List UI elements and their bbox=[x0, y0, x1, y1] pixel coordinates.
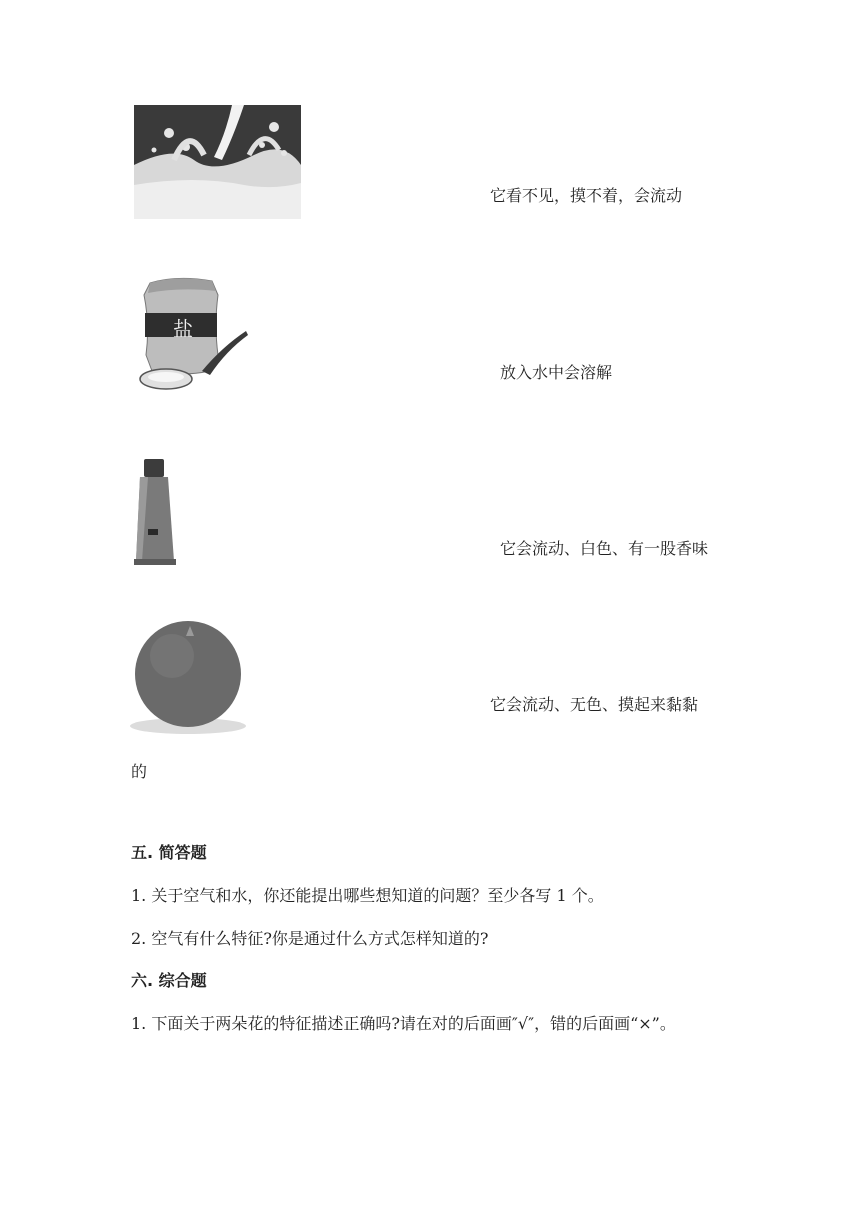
salt-bag-picture bbox=[132, 275, 250, 397]
description-2: 放入水中会溶解 bbox=[500, 363, 613, 382]
toothpaste-tube-picture bbox=[130, 457, 178, 567]
section-5-question-1: 1. 关于空气和水，你还能提出哪些想知道的问题？至少各写 1 个。 bbox=[131, 886, 604, 905]
section-5-question-2: 2. 空气有什么特征?你是通过什么方式怎样知道的? bbox=[131, 929, 489, 948]
description-3: 它会流动、白色、有一股香味 bbox=[500, 539, 709, 558]
section-5-title: 五. 简答题 bbox=[131, 843, 207, 862]
section-6-title: 六. 综合题 bbox=[131, 971, 207, 990]
ball-picture bbox=[128, 618, 252, 734]
description-1: 它看不见，摸不着，会流动 bbox=[490, 186, 683, 205]
salt-bag-label: 盐 bbox=[173, 317, 193, 341]
wrap-continuation: 的 bbox=[131, 762, 148, 781]
description-4: 它会流动、无色、摸起来黏黏 bbox=[490, 695, 699, 714]
milk-splash-picture bbox=[134, 105, 301, 219]
section-6-question-1: 1. 下面关于两朵花的特征描述正确吗?请在对的后面画″√″，错的后面画“×”。 bbox=[131, 1014, 676, 1033]
